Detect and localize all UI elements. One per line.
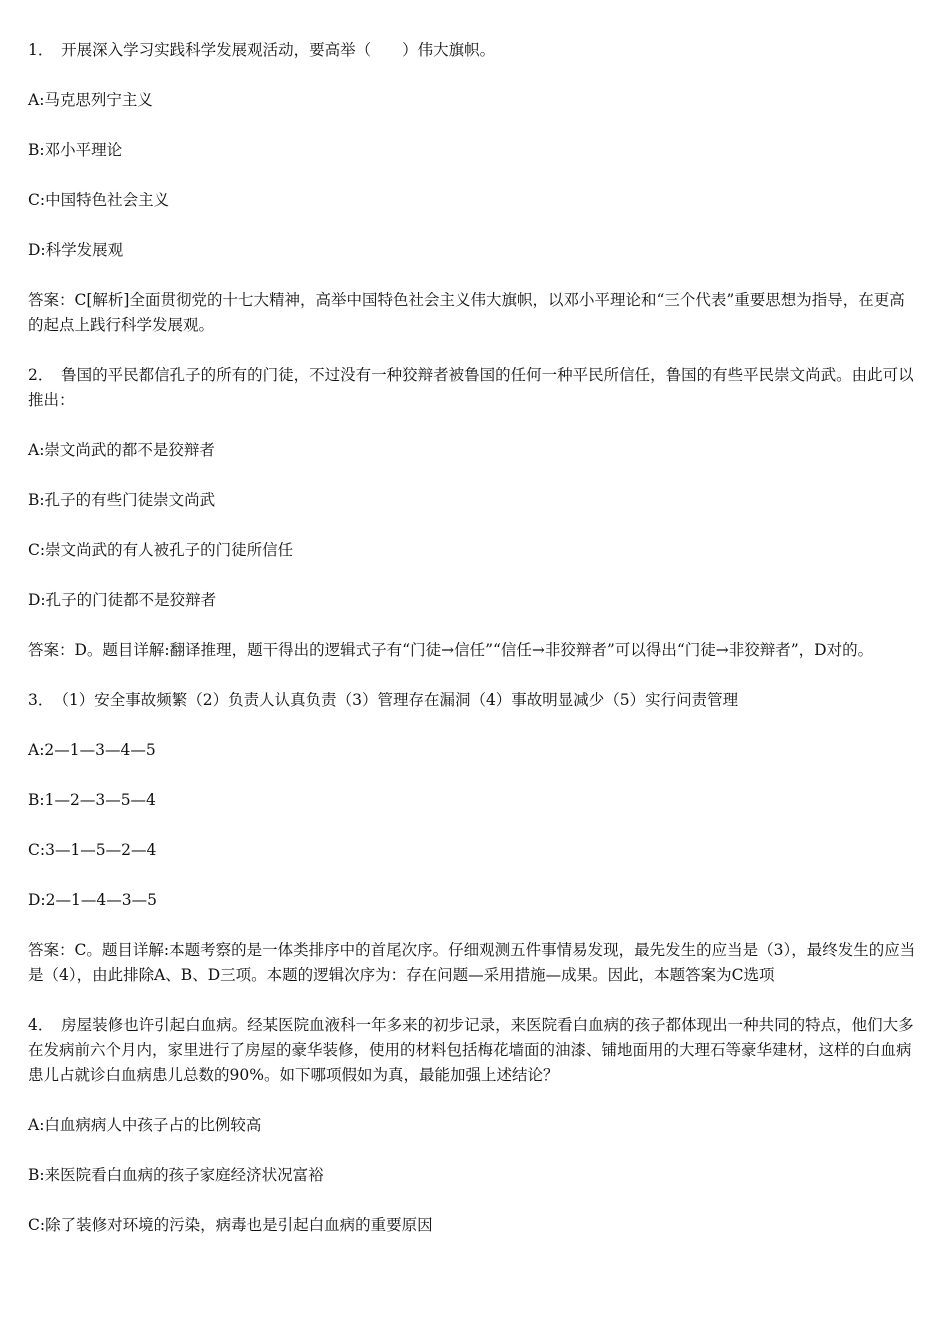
option-c: C:除了装修对环境的污染，病毒也是引起白血病的重要原因 bbox=[28, 1216, 433, 1234]
document-page bbox=[28, 38, 918, 1263]
answer-explanation: 答案：C。题目详解:本题考察的是一体类排序中的首尾次序。仔细观测五件事情易发现，最先发生的应当是（3），最终发生的应当是（4），由此排除A、B、D三项。本题的逻辑次序为：存在问题—采用措施—成果。因此，本题答案为C选项 bbox=[28, 941, 916, 984]
question-stem: 1． 开展深入学习实践科学发展观活动，要高举（ ）伟大旗帜。 bbox=[28, 41, 496, 59]
option-a: A:崇文尚武的都不是狡辩者 bbox=[28, 441, 215, 459]
option-b: B:来医院看白血病的孩子家庭经济状况富裕 bbox=[28, 1166, 324, 1184]
option-d: D:孔子的门徒都不是狡辩者 bbox=[28, 591, 217, 609]
question-3 bbox=[28, 688, 918, 988]
option-b: B:邓小平理论 bbox=[28, 141, 123, 159]
question-2 bbox=[28, 363, 918, 663]
answer-explanation: 答案：D。题目详解:翻译推理，题干得出的逻辑式子有“门徒→信任”“信任→非狡辩者”可以得出“门徒→非狡辩者”，D对的。 bbox=[28, 641, 874, 659]
option-c: C:3—1—5—2—4 bbox=[28, 841, 157, 859]
option-a: A:2—1—3—4—5 bbox=[28, 741, 156, 759]
option-a: A:白血病病人中孩子占的比例较高 bbox=[28, 1116, 262, 1134]
option-a: A:马克思列宁主义 bbox=[28, 91, 153, 109]
question-4 bbox=[28, 1013, 918, 1238]
question-stem: 2． 鲁国的平民都信孔子的所有的门徒，不过没有一种狡辩者被鲁国的任何一种平民所信任，鲁国的有些平民崇文尚武。由此可以推出： bbox=[28, 366, 914, 409]
question-1 bbox=[28, 38, 918, 338]
option-d: D:2—1—4—3—5 bbox=[28, 891, 157, 909]
option-b: B:孔子的有些门徒崇文尚武 bbox=[28, 491, 216, 509]
option-c: C:中国特色社会主义 bbox=[28, 191, 170, 209]
answer-explanation: 答案：C[解析]全面贯彻党的十七大精神，高举中国特色社会主义伟大旗帜，以邓小平理论和“三个代表”重要思想为指导，在更高的起点上践行科学发展观。 bbox=[28, 291, 905, 334]
option-b: B:1—2—3—5—4 bbox=[28, 791, 156, 809]
question-stem: 4． 房屋装修也许引起白血病。经某医院血液科一年多来的初步记录，来医院看白血病的孩子都体现出一种共同的特点，他们大多在发病前六个月内，家里进行了房屋的豪华装修，使用的材料包括梅花墙面的油漆、铺地面用的大理石等豪华建材，这样的白血病患儿占就诊白血病患儿总数的90%。如下哪项假如为真，最能加强上述结论？ bbox=[28, 1016, 914, 1084]
question-stem: 3． （1）安全事故频繁（2）负责人认真负责（3）管理存在漏洞（4）事故明显减少（5）实行问责管理 bbox=[28, 691, 739, 709]
option-d: D:科学发展观 bbox=[28, 241, 124, 259]
option-c: C:崇文尚武的有人被孔子的门徒所信任 bbox=[28, 541, 294, 559]
